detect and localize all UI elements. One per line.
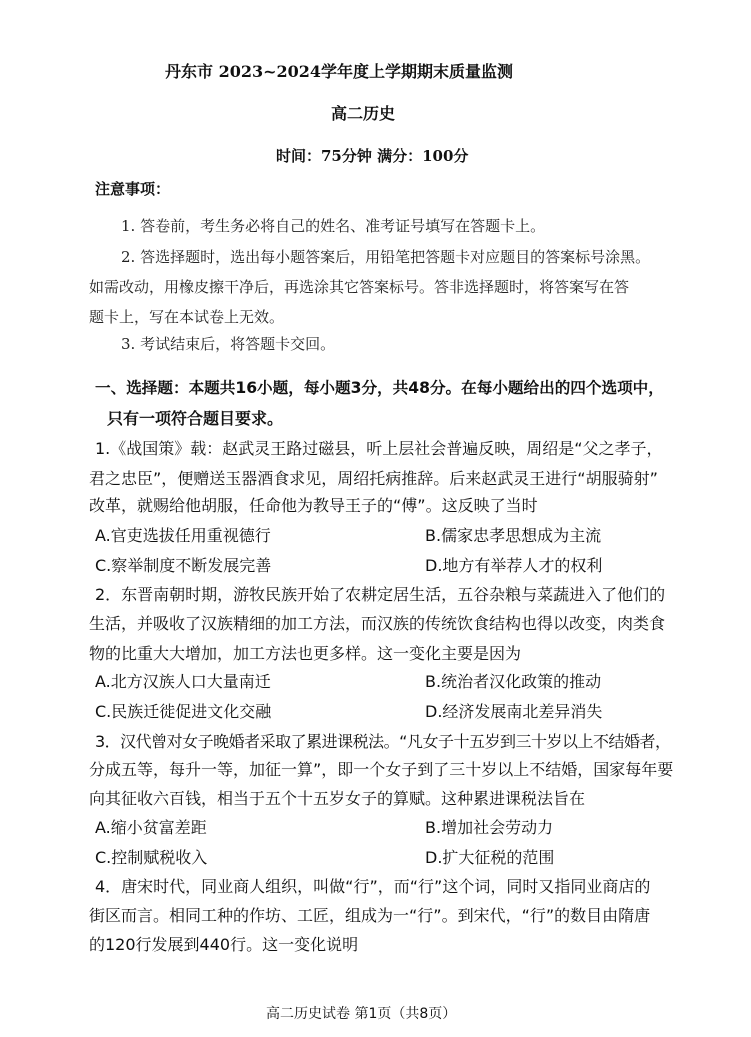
question-text: 君之忠臣”，便赠送玉器酒食求见，周绍托病推辞。后来赵武灵王进行“胡服骑射” xyxy=(89,469,658,488)
subject-title: 高二历史 xyxy=(331,104,396,123)
notice-line: 1. 答卷前，考生务必将自己的姓名、准考证号填写在答题卡上。 xyxy=(121,217,546,235)
notice-line: 如需改动，用橡皮擦干净后，再选涂其它答案标号。答非选择题时，将答案写在答 xyxy=(89,278,630,296)
section-heading: 一、选择题：本题共16小题，每小题3分，共48分。在每小题给出的四个选项中， xyxy=(95,379,664,397)
question-text: 物的比重大大增加，加工方法也更多样。这一变化主要是因为 xyxy=(89,644,522,663)
question-text: 1.《战国策》载：赵武灵王路过磁县，听上层社会普遍反映，周绍是“父之孝子， xyxy=(95,439,663,458)
page-footer: 高二历史试卷 第1页（共8页） xyxy=(266,1006,457,1022)
option: A.官吏选拔任用重视德行 xyxy=(95,526,271,545)
question-text: 生活，并吸收了汉族精细的加工方法，而汉族的传统饮食结构也得以改变，肉类食 xyxy=(89,614,666,633)
question-text: 的120行发展到440行。这一变化说明 xyxy=(89,935,359,954)
option: A.缩小贫富差距 xyxy=(95,818,207,837)
question-text: 4．唐宋时代，同业商人组织，叫做“行”，而“行”这个词，同时又指同业商店的 xyxy=(95,877,651,896)
notice-line: 题卡上，写在本试卷上无效。 xyxy=(89,308,285,326)
notice-heading: 注意事项： xyxy=(95,180,171,198)
time-info: 时间：75分钟 满分：100分 xyxy=(276,147,469,165)
section-heading: 只有一项符合题目要求。 xyxy=(107,409,284,428)
option: C.民族迁徙促进文化交融 xyxy=(95,702,272,721)
option: B.儒家忠孝思想成为主流 xyxy=(425,526,602,545)
question-text: 3．汉代曾对女子晚婚者采取了累进课税法。“凡女子十五岁到三十岁以上不结婚者， xyxy=(95,732,671,751)
question-text: 向其征收六百钱，相当于五个十五岁女子的算赋。这种累进课税法旨在 xyxy=(89,789,586,808)
option: D.地方有举荐人才的权利 xyxy=(425,556,603,575)
option: D.经济发展南北差异消失 xyxy=(425,702,603,721)
question-text: 街区而言。相同工种的作坊、工匠，组成为一“行”。到宋代，“行”的数目由隋唐 xyxy=(89,906,651,925)
option: A.北方汉族人口大量南迁 xyxy=(95,672,271,691)
notice-line: 2. 答选择题时，选出每小题答案后，用铅笔把答题卡对应题目的答案标号涂黑。 xyxy=(121,248,651,266)
option: D.扩大征税的范围 xyxy=(425,848,555,867)
exam-title: 丹东市 2023~2024学年度上学期期末质量监测 xyxy=(165,62,514,81)
question-text: 2．东晋南朝时期，游牧民族开始了农耕定居生活，五谷杂粮与菜蔬进入了他们的 xyxy=(95,585,666,604)
option: C.控制赋税收入 xyxy=(95,848,208,867)
option: B.统治者汉化政策的推动 xyxy=(425,672,602,691)
notice-line: 3. 考试结束后，将答题卡交回。 xyxy=(121,335,336,353)
question-text: 改革，就赐给他胡服，任命他为教导王子的“傅”。这反映了当时 xyxy=(89,496,538,515)
question-text: 分成五等，每升一等，加征一算”，即一个女子到了三十岁以上不结婚，国家每年要 xyxy=(89,760,674,779)
option: B.增加社会劳动力 xyxy=(425,818,554,837)
option: C.察举制度不断发展完善 xyxy=(95,556,272,575)
